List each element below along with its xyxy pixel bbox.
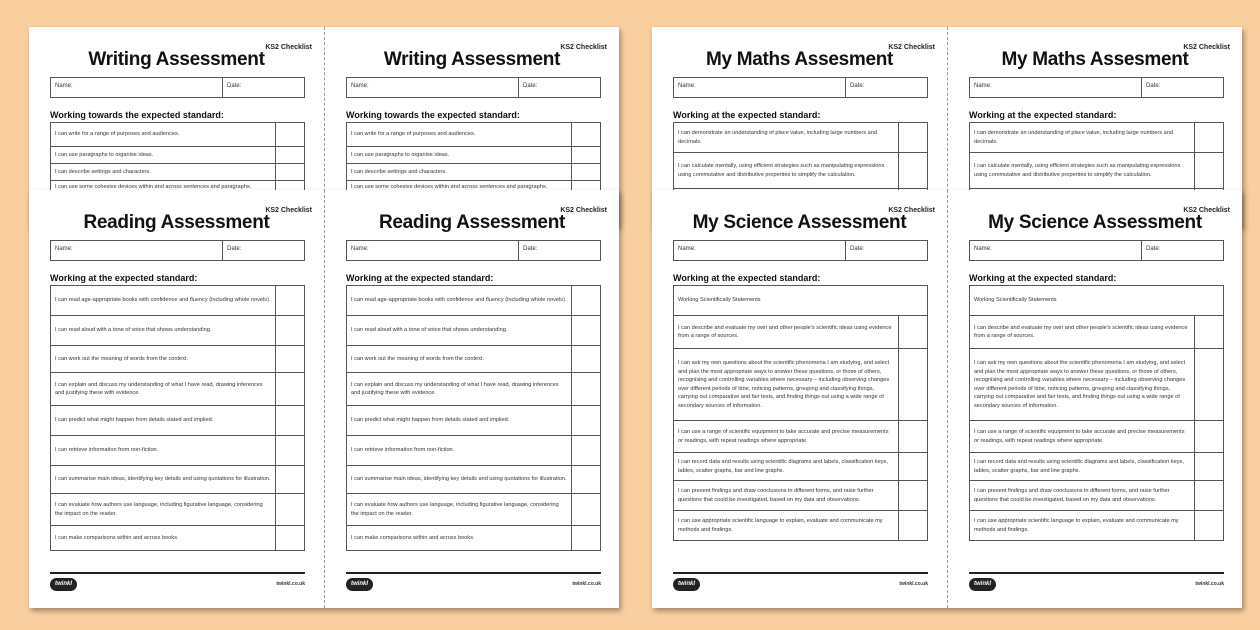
name-date-box — [969, 77, 1224, 98]
footer-url: twinkl.co.uk — [899, 581, 928, 587]
tick-box[interactable] — [275, 316, 304, 345]
tick-box[interactable] — [275, 436, 304, 465]
checklist-statement: I can use some cohesive devices within and across sentences and paragraphs. — [55, 184, 252, 191]
name-field[interactable]: Name: — [970, 241, 1142, 260]
twinkl-logo: twinkl — [50, 578, 77, 591]
name-date-box — [346, 240, 601, 261]
checklist-statement: I can evaluate how authors use language, including figurative language, considering the impact on the reader. — [55, 502, 263, 517]
checklist-statement: I can use appropriate scientific language to explain, evaluate and communicate my methods and findings. — [974, 518, 1179, 533]
footer-url: twinkl.co.uk — [572, 581, 601, 587]
checklist-row — [50, 346, 305, 373]
checklist-table — [50, 285, 305, 551]
checklist-statement: I can make comparisons within and across books. — [55, 534, 179, 541]
checklist-row — [346, 436, 601, 466]
checklist-row — [346, 526, 601, 551]
sheet-footer — [673, 572, 928, 590]
tick-box[interactable] — [1194, 316, 1223, 348]
checklist-row — [50, 286, 305, 316]
standard-heading: Working at the expected standard: — [673, 273, 821, 283]
tick-box[interactable] — [571, 164, 600, 180]
tick-box[interactable] — [275, 164, 304, 180]
checklist-row — [673, 421, 928, 453]
tick-box[interactable] — [571, 373, 600, 405]
checklist-row — [969, 349, 1224, 421]
checklist-statement: I can predict what might happen from details stated and implied. — [55, 417, 214, 424]
name-date-box — [673, 77, 928, 98]
checklist-row — [50, 406, 305, 436]
date-field[interactable]: Date: — [227, 246, 242, 252]
name-field[interactable]: Name: — [347, 78, 519, 97]
checklist-row — [50, 123, 305, 147]
checklist-statement: I can read age-appropriate books with confidence and fluency (including whole novels). — [55, 297, 271, 304]
standard-heading: Working towards the expected standard: — [346, 110, 520, 120]
checklist-table — [969, 285, 1224, 541]
checklist-copy-left — [29, 190, 324, 608]
checklist-row — [673, 349, 928, 421]
checklist-statement: I can write for a range of purposes and audiences. — [351, 131, 476, 138]
checklist-row — [50, 316, 305, 346]
checklist-statement: I can work out the meaning of words from the context. — [351, 355, 485, 362]
checklist-row — [969, 123, 1224, 153]
name-field[interactable]: Name: — [674, 78, 846, 97]
checklist-statement: I can explain and discuss my understanding of what I have read, drawing inferences and justifying these with evidence. — [351, 381, 559, 396]
checklist-statement: I can describe and evaluate my own and other people's scientific ideas using evidence from a range of sources. — [974, 324, 1188, 339]
section-label: Working Scientifically Statements — [974, 297, 1057, 304]
checklist-table — [50, 122, 305, 195]
checklist-row — [346, 346, 601, 373]
checklist-statement: I can retrieve information from non-fiction. — [55, 447, 159, 454]
sheet-reading — [29, 190, 619, 608]
section-row — [673, 286, 928, 316]
sheet-title: My Maths Assesment — [1001, 49, 1189, 70]
checklist-copy-right — [324, 190, 619, 608]
checklist-row — [50, 494, 305, 526]
standard-heading: Working at the expected standard: — [346, 273, 494, 283]
checklist-row — [346, 286, 601, 316]
ks2-checklist-label: KS2 Checklist — [1183, 44, 1230, 51]
tick-box[interactable] — [898, 349, 927, 420]
tick-box[interactable] — [275, 466, 304, 493]
checklist-statement: I can retrieve information from non-fiction. — [351, 447, 455, 454]
name-date-box — [50, 240, 305, 261]
tick-box[interactable] — [898, 153, 927, 188]
sheet-footer — [50, 572, 305, 590]
checklist-row — [346, 147, 601, 164]
checklist-statement: I can evaluate how authors use language, including figurative language, considering the impact on the reader. — [351, 502, 559, 517]
tick-box[interactable] — [898, 123, 927, 152]
tick-box[interactable] — [571, 316, 600, 345]
checklist-row — [346, 164, 601, 181]
tick-box[interactable] — [571, 286, 600, 315]
name-date-box — [346, 77, 601, 98]
checklist-row — [50, 147, 305, 164]
checklist-statement: I can use paragraphs to organise ideas. — [55, 151, 154, 158]
checklist-statement: I can explain and discuss my understanding of what I have read, drawing inferences and justifying these with evidence. — [55, 381, 263, 396]
date-field[interactable]: Date: — [850, 83, 865, 89]
checklist-row — [969, 511, 1224, 541]
checklist-row — [50, 164, 305, 181]
checklist-row — [673, 481, 928, 511]
name-field[interactable]: Name: — [347, 241, 519, 260]
sheet-title: Writing Assessment — [383, 49, 561, 70]
tick-box[interactable] — [275, 123, 304, 146]
tick-box[interactable] — [1194, 511, 1223, 540]
sheet-title: Reading Assessment — [83, 212, 270, 233]
sheet-title: Writing Assessment — [88, 49, 265, 70]
footer-url: twinkl.co.uk — [1195, 581, 1224, 587]
checklist-statement: I can use some cohesive devices within and across sentences and paragraphs. — [351, 184, 548, 191]
checklist-row — [969, 153, 1224, 189]
tick-box[interactable] — [898, 316, 927, 348]
name-field[interactable]: Name: — [674, 241, 846, 260]
date-field[interactable]: Date: — [850, 246, 865, 252]
sheet-title: Reading Assessment — [378, 212, 566, 233]
name-date-box — [969, 240, 1224, 261]
tick-box[interactable] — [571, 123, 600, 146]
checklist-row — [346, 406, 601, 436]
checklist-statement: I can present findings and draw conclusions in different forms, and raise further questions that could be investigated, based on my data and observations. — [678, 488, 874, 503]
tick-box[interactable] — [571, 466, 600, 493]
checklist-statement: I can ask my own questions about the scientific phenomena I am studying, and select and plan the most appropriate ways to answer these questions, or those of others, recognising and controlling variables where necessary – including observing changes over different periods of time, noticing patterns, grouping and classifying things, carrying out comparative and fair tests, and finding things out using a wide range of secondary sources of information. — [678, 360, 890, 409]
checklist-row — [969, 421, 1224, 453]
checklist-table — [346, 285, 601, 551]
ks2-checklist-label: KS2 Checklist — [265, 207, 312, 214]
checklist-statement: I can record data and results using scientific diagrams and labels, classification keys, tables, scatter graphs, bar and line graphs. — [678, 459, 888, 474]
checklist-row — [673, 316, 928, 349]
checklist-statement: I can use paragraphs to organise ideas. — [351, 151, 450, 158]
checklist-row — [346, 123, 601, 147]
checklist-statement: I can describe settings and characters. — [55, 168, 151, 175]
checklist-copy-right — [947, 190, 1242, 608]
sheet-science — [652, 190, 1242, 608]
checklist-statement: I can read age-appropriate books with confidence and fluency (including whole novels). — [351, 297, 567, 304]
tick-box[interactable] — [898, 453, 927, 480]
ks2-checklist-label: KS2 Checklist — [265, 44, 312, 51]
checklist-row — [969, 453, 1224, 481]
checklist-row — [50, 466, 305, 494]
sheet-title: My Science Assessment — [692, 212, 907, 233]
checklist-statement: I can read aloud with a tone of voice that shows understanding. — [351, 327, 508, 334]
tick-box[interactable] — [275, 494, 304, 525]
tick-box[interactable] — [1194, 421, 1223, 452]
tick-box[interactable] — [571, 346, 600, 372]
date-field[interactable]: Date: — [523, 246, 538, 252]
section-label: Working Scientifically Statements — [678, 297, 761, 304]
checklist-statement: I can calculate mentally, using efficient strategies such as manipulating expressions using commutative and distributive properties to simplify the calculation. — [678, 163, 885, 178]
checklist-statement: I can use appropriate scientific language to explain, evaluate and communicate my methods and findings. — [678, 518, 883, 533]
ks2-checklist-label: KS2 Checklist — [1183, 207, 1230, 214]
standard-heading: Working at the expected standard: — [50, 273, 198, 283]
checklist-statement: I can present findings and draw conclusions in different forms, and raise further questions that could be investigated, based on my data and observations. — [974, 488, 1170, 503]
footer-url: twinkl.co.uk — [276, 581, 305, 587]
sheet-footer — [969, 572, 1224, 590]
checklist-row — [673, 511, 928, 541]
checklist-table — [673, 285, 928, 541]
checklist-statement: I can record data and results using scientific diagrams and labels, classification keys, tables, scatter graphs, bar and line graphs. — [974, 459, 1184, 474]
ks2-checklist-label: KS2 Checklist — [888, 207, 935, 214]
tick-box[interactable] — [1194, 349, 1223, 420]
checklist-row — [346, 494, 601, 526]
checklist-row — [673, 453, 928, 481]
checklist-row — [50, 373, 305, 406]
sheet-title: My Maths Assesment — [705, 49, 894, 70]
tick-box[interactable] — [275, 406, 304, 435]
name-date-box — [50, 77, 305, 98]
sheet-footer — [346, 572, 601, 590]
twinkl-logo: twinkl — [673, 578, 700, 591]
checklist-statement: I can summarise main ideas, identifying key details and using quotations for illustration. — [55, 476, 271, 483]
tick-box[interactable] — [275, 346, 304, 372]
tick-box[interactable] — [571, 526, 600, 550]
standard-heading: Working at the expected standard: — [969, 110, 1117, 120]
checklist-statement: I can summarise main ideas, identifying key details and using quotations for illustration. — [351, 476, 567, 483]
tick-box[interactable] — [275, 526, 304, 550]
standard-heading: Working towards the expected standard: — [50, 110, 224, 120]
tick-box[interactable] — [898, 481, 927, 510]
checklist-row — [969, 316, 1224, 349]
date-field[interactable]: Date: — [1146, 246, 1161, 252]
checklist-row — [50, 436, 305, 466]
tick-box[interactable] — [898, 421, 927, 452]
standard-heading: Working at the expected standard: — [673, 110, 821, 120]
tick-box[interactable] — [1194, 123, 1223, 152]
checklist-statement: I can demonstrate an understanding of place value, including large numbers and decimals. — [974, 130, 1174, 145]
ks2-checklist-label: KS2 Checklist — [560, 207, 607, 214]
sheet-title: My Science Assessment — [988, 212, 1202, 233]
name-field[interactable]: Name: — [51, 78, 223, 97]
checklist-statement: I can describe and evaluate my own and other people's scientific ideas using evidence from a range of sources. — [678, 324, 892, 339]
tick-box[interactable] — [275, 147, 304, 163]
checklist-row — [673, 123, 928, 153]
checklist-row — [50, 526, 305, 551]
checklist-statement: I can predict what might happen from details stated and implied. — [351, 417, 510, 424]
tick-box[interactable] — [275, 286, 304, 315]
tick-box[interactable] — [571, 147, 600, 163]
name-field[interactable]: Name: — [51, 241, 223, 260]
checklist-row — [346, 373, 601, 406]
tick-box[interactable] — [898, 511, 927, 540]
ks2-checklist-label: KS2 Checklist — [888, 44, 935, 51]
checklist-statement: I can ask my own questions about the scientific phenomena I am studying, and select and plan the most appropriate ways to answer these questions, or those of others, recognising and controlling variables where necessary – including observing changes over different periods of time, noticing patterns, grouping and classifying things, carrying out comparative and fair tests, and finding things out using a wide range of secondary sources of information. — [974, 360, 1186, 409]
checklist-copy-left — [652, 190, 947, 608]
checklist-statement: I can calculate mentally, using efficient strategies such as manipulating expressions using commutative and distributive properties to simplify the calculation. — [974, 163, 1181, 178]
tick-box[interactable] — [1194, 481, 1223, 510]
tick-box[interactable] — [1194, 453, 1223, 480]
name-field[interactable]: Name: — [970, 78, 1142, 97]
tick-box[interactable] — [1194, 153, 1223, 188]
checklist-row — [673, 153, 928, 189]
name-date-box — [673, 240, 928, 261]
standard-heading: Working at the expected standard: — [969, 273, 1117, 283]
tick-box[interactable] — [571, 406, 600, 435]
checklist-statement: I can write for a range of purposes and audiences. — [55, 131, 180, 138]
checklist-statement: I can make comparisons within and across books. — [351, 534, 475, 541]
date-field[interactable]: Date: — [1146, 83, 1161, 89]
twinkl-logo: twinkl — [969, 578, 996, 591]
checklist-table — [346, 122, 601, 195]
checklist-statement: I can read aloud with a tone of voice that shows understanding. — [55, 327, 212, 334]
checklist-statement: I can describe settings and characters. — [351, 168, 447, 175]
tick-box[interactable] — [275, 373, 304, 405]
section-row — [969, 286, 1224, 316]
checklist-statement: I can use a range of scientific equipment to take accurate and precise measurements or readings, with repeat readings where appropriate. — [974, 429, 1185, 444]
tick-box[interactable] — [571, 494, 600, 525]
date-field[interactable]: Date: — [227, 83, 242, 89]
checklist-row — [346, 466, 601, 494]
checklist-statement: I can work out the meaning of words from the context. — [55, 355, 189, 362]
date-field[interactable]: Date: — [523, 83, 538, 89]
checklist-row — [969, 481, 1224, 511]
checklist-statement: I can use a range of scientific equipment to take accurate and precise measurements or readings, with repeat readings where appropriate. — [678, 429, 889, 444]
checklist-statement: I can demonstrate an understanding of place value, including large numbers and decimals. — [678, 130, 878, 145]
twinkl-logo: twinkl — [346, 578, 373, 591]
ks2-checklist-label: KS2 Checklist — [560, 44, 607, 51]
tick-box[interactable] — [571, 436, 600, 465]
checklist-row — [346, 316, 601, 346]
